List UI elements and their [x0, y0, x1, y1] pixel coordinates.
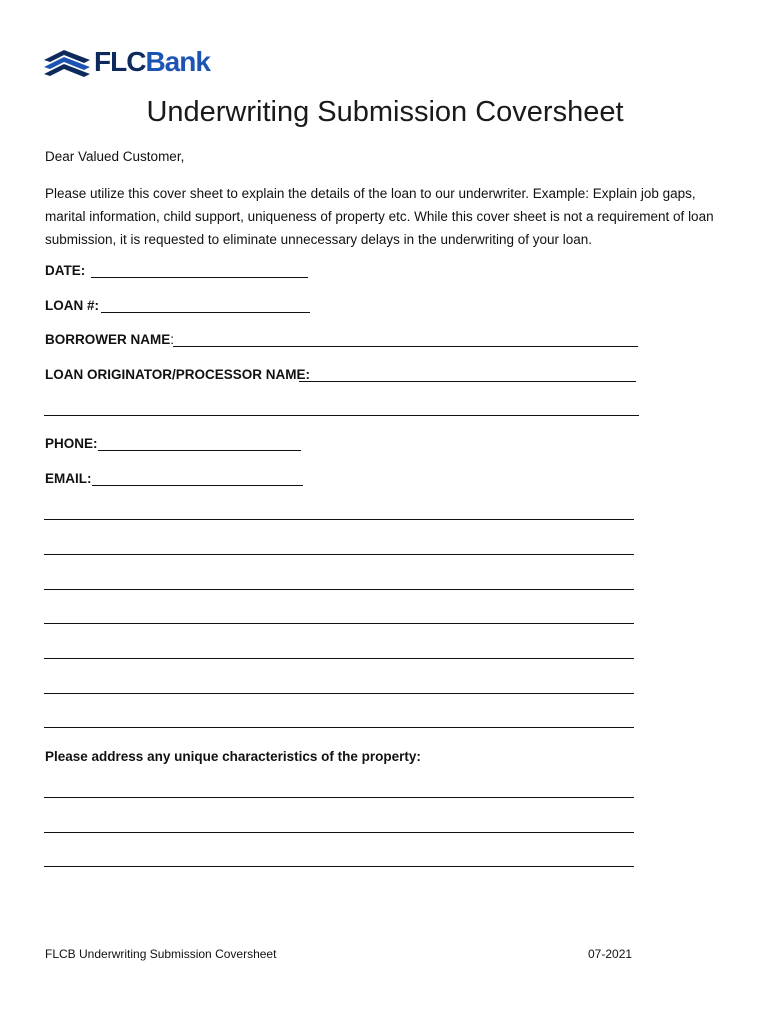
date-label: DATE:: [45, 263, 86, 278]
logo-wordmark-bank: Bank: [145, 46, 210, 77]
phone-field-line[interactable]: [98, 450, 301, 451]
intro-paragraph: Please utilize this cover sheet to explain the details of the loan to our underwriter. Example: Explain job gaps, marital information, child support, uniqueness of property etc. While this cover sheet is not a requirement of loan submission, it is requested to eliminate unnecessary delays in the underwriting of your loan.: [45, 186, 714, 247]
loan-number-label: LOAN #:: [45, 298, 99, 313]
footer-document-name: FLCB Underwriting Submission Coversheet: [45, 947, 277, 961]
notes-line[interactable]: [44, 623, 634, 624]
logo-wordmark-flc: FLC: [94, 46, 146, 77]
loan-number-field-line[interactable]: [101, 312, 310, 313]
notes-line[interactable]: [44, 519, 634, 520]
email-field-line[interactable]: [92, 485, 303, 486]
notes-line[interactable]: [44, 658, 634, 659]
date-field-line[interactable]: [91, 277, 308, 278]
notes-line[interactable]: [44, 693, 634, 694]
borrower-name-colon: :: [170, 332, 175, 347]
notes-line[interactable]: [44, 589, 634, 590]
borrower-name-field-line[interactable]: [173, 346, 638, 347]
flcbank-logo: [44, 45, 224, 79]
property-line[interactable]: [44, 797, 634, 798]
borrower-name-label-text: BORROWER NAME: [45, 332, 171, 347]
greeting: Dear Valued Customer,: [45, 149, 185, 164]
originator-label: LOAN ORIGINATOR/PROCESSOR NAME:: [45, 367, 311, 382]
property-line[interactable]: [44, 832, 634, 833]
notes-line[interactable]: [44, 554, 634, 555]
property-characteristics-label: Please address any unique characteristics of the property:: [45, 749, 421, 764]
originator-continuation-line[interactable]: [44, 415, 639, 416]
email-label: EMAIL:: [45, 471, 92, 486]
logo-wordmark: [94, 45, 210, 79]
property-line[interactable]: [44, 866, 634, 867]
borrower-name-label: [45, 331, 174, 349]
footer-version-date: 07-2021: [588, 947, 633, 961]
notes-line[interactable]: [44, 727, 634, 728]
page-title: Underwriting Submission Coversheet: [146, 96, 624, 128]
phone-label: PHONE:: [45, 436, 98, 451]
originator-field-line[interactable]: [299, 381, 636, 382]
flcbank-mark-icon: [44, 48, 90, 78]
